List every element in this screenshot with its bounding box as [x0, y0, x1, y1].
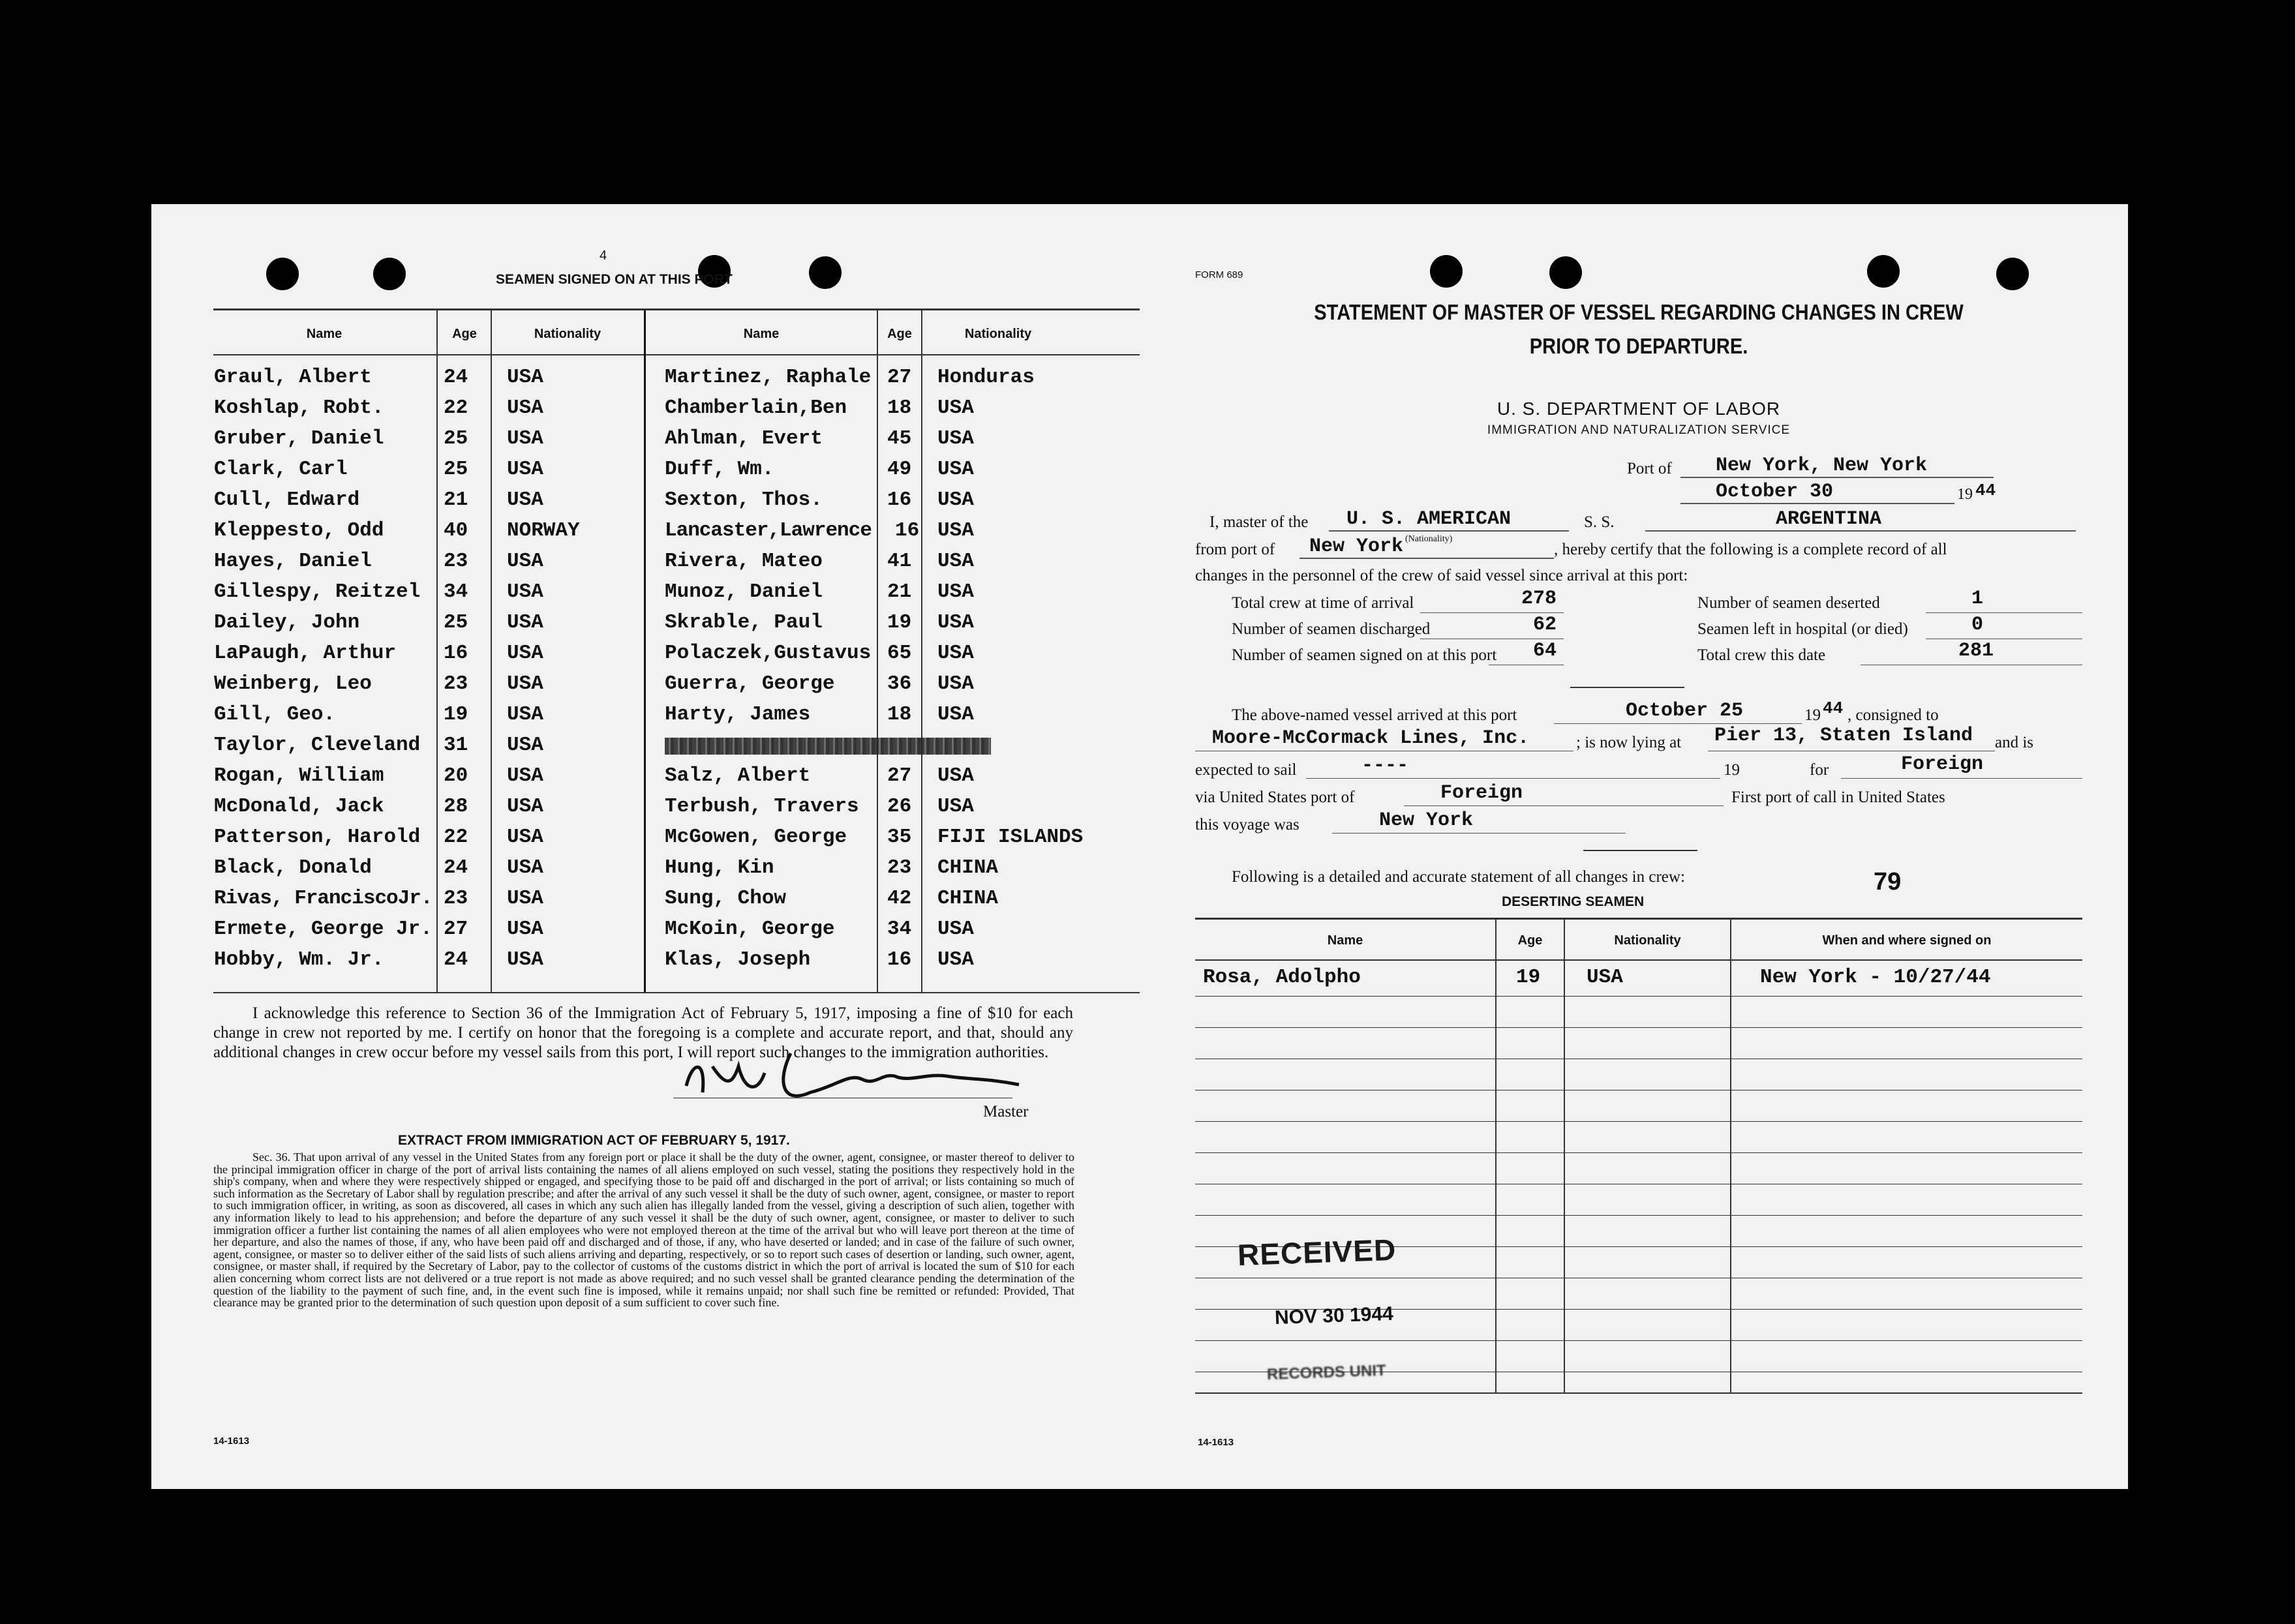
for-label: for: [1810, 761, 1829, 779]
nationality-cell: USA: [937, 795, 974, 818]
nationality-cell: USA: [507, 764, 543, 787]
nationality-cell: CHINA: [937, 887, 999, 910]
name-cell: Clark, Carl: [214, 458, 348, 481]
deserted-value: 1: [1971, 588, 1984, 610]
age-cell: 36: [887, 672, 912, 695]
age-cell: 26: [887, 795, 912, 818]
age-cell: 34: [887, 918, 912, 940]
file-number: 79: [1874, 868, 1902, 895]
nationality-cell: USA: [937, 489, 974, 511]
col-header-name: Name: [306, 327, 342, 341]
nationality-cell: USA: [507, 458, 543, 481]
nationality-cell: USA: [507, 611, 543, 634]
total-date-label: Total crew this date: [1697, 646, 1826, 664]
certify-text-1: , hereby certify that the following is a complete record of all: [1554, 541, 1947, 558]
master-of-label: I, master of the: [1209, 513, 1309, 531]
punch-hole: [373, 258, 406, 290]
col-header-age: Age: [887, 327, 912, 341]
age-cell: 49: [887, 458, 912, 481]
nationality-cell: USA: [507, 672, 543, 695]
nationality-cell: USA: [507, 918, 543, 940]
underline: [1554, 723, 1802, 724]
port-of-label: Port of: [1627, 460, 1672, 477]
nationality-cell: USA: [507, 795, 543, 818]
ss-label: S. S.: [1584, 513, 1615, 531]
name-cell: Gillespy, Reitzel: [214, 580, 421, 603]
name-cell: Cull, Edward: [214, 489, 360, 511]
document-sheet: [151, 204, 2128, 1489]
column-divider: [921, 310, 922, 993]
age-cell: 22: [444, 397, 468, 419]
nationality-cell: USA: [937, 611, 974, 634]
port-of-value: New York, New York: [1716, 455, 1928, 477]
column-divider: [1495, 920, 1497, 1392]
arrived-year-prefix: 19: [1804, 706, 1821, 724]
column-divider: [1564, 920, 1565, 1392]
age-cell: 24: [444, 856, 468, 879]
desert-col-header-age: Age: [1517, 933, 1543, 948]
age-cell: 16: [444, 642, 468, 665]
age-cell: 22: [444, 826, 468, 849]
age-cell: 24: [444, 366, 468, 389]
nationality-cell: USA: [937, 519, 974, 542]
nationality-cell: USA: [507, 856, 543, 879]
underline: [1680, 477, 1994, 478]
row-rule: [1195, 1152, 2082, 1153]
underline: [1404, 805, 1724, 806]
row-rule: [1195, 1215, 2082, 1216]
age-cell: 23: [444, 887, 468, 910]
col-header-nationality: Nationality: [534, 327, 601, 341]
age-cell: 23: [444, 550, 468, 573]
name-cell: Gruber, Daniel: [214, 427, 384, 450]
form-code: 14-1613: [213, 1436, 250, 1447]
name-cell: Weinberg, Leo: [214, 672, 372, 695]
age-cell: 27: [887, 366, 912, 389]
col-header-nationality: Nationality: [964, 327, 1032, 341]
underline: [1645, 530, 2076, 532]
column-divider: [644, 310, 646, 993]
form-title-line2: PRIOR TO DEPARTURE.: [1529, 334, 1748, 358]
signed-on-value: 64: [1533, 640, 1557, 662]
name-cell: Terbush, Travers: [665, 795, 859, 818]
desert-col-header-when-where: When and where signed on: [1822, 933, 1992, 948]
age-cell: 21: [887, 580, 912, 603]
divider: [1583, 850, 1697, 851]
deserting-heading: DESERTING SEAMEN: [1502, 894, 1645, 909]
name-cell: Hung, Kin: [665, 856, 774, 879]
name-cell: Salz, Albert: [665, 764, 811, 787]
nationality-note: (Nationality): [1405, 534, 1453, 544]
consignee-value: Moore-McCormack Lines, Inc.: [1212, 727, 1530, 749]
name-cell: Hayes, Daniel: [214, 550, 372, 573]
age-cell: 24: [444, 948, 468, 971]
age-cell: 21: [444, 489, 468, 511]
age-cell: 65: [887, 642, 912, 665]
name-cell: Dailey, John: [214, 611, 360, 634]
nationality-cell: USA: [507, 550, 543, 573]
form-label: FORM 689: [1195, 269, 1243, 280]
form-title-line1: STATEMENT OF MASTER OF VESSEL REGARDING CHANGES IN CREW: [1314, 300, 1964, 324]
first-port-label: First port of call in United States: [1731, 789, 1945, 806]
struck-out-entry: [665, 738, 991, 755]
nationality-cell: USA: [937, 703, 974, 726]
name-cell: Kleppesto, Odd: [214, 519, 384, 542]
age-cell: 40: [444, 519, 468, 542]
age-cell: 41: [887, 550, 912, 573]
underline: [1926, 612, 2082, 613]
punch-hole: [266, 258, 299, 290]
nationality-cell: USA: [937, 642, 974, 665]
certify-text-2: changes in the personnel of the crew of said vessel since arrival at this port:: [1195, 567, 1688, 584]
name-cell: Sung, Chow: [665, 887, 787, 910]
punch-hole: [1996, 258, 2029, 290]
deserter-age: 19: [1516, 966, 1541, 989]
name-cell: Rivas, FranciscoJr.: [214, 887, 433, 910]
col-header-name: Name: [743, 327, 780, 341]
name-cell: Ermete, George Jr.: [214, 918, 433, 940]
nationality-cell: USA: [507, 703, 543, 726]
name-cell: Guerra, George: [665, 672, 835, 695]
age-cell: 23: [887, 856, 912, 879]
following-label: Following is a detailed and accurate statement of all changes in crew:: [1232, 868, 1685, 886]
lying-label: ; is now lying at: [1576, 734, 1682, 751]
name-cell: Rivera, Mateo: [665, 550, 823, 573]
nationality-cell: Honduras: [937, 366, 1035, 389]
underline: [1306, 778, 1720, 779]
column-divider: [877, 310, 878, 993]
signed-on-heading: SEAMEN SIGNED ON AT THIS PORT: [496, 272, 733, 287]
name-cell: Harty, James: [665, 703, 811, 726]
name-cell: Rogan, William: [214, 764, 384, 787]
name-cell: McDonald, Jack: [214, 795, 384, 818]
name-cell: Hobby, Wm. Jr.: [214, 948, 384, 971]
underline: [1841, 778, 2082, 779]
name-cell: Koshlap, Robt.: [214, 397, 384, 419]
nationality-cell: USA: [507, 366, 543, 389]
vessel-name-value: ARGENTINA: [1776, 508, 1882, 530]
desert-col-header-nationality: Nationality: [1614, 933, 1681, 948]
expected-year-prefix: 19: [1724, 761, 1740, 779]
extract-body: Sec. 36. That upon arrival of any vessel in the United States from any foreign port or place it shall be the duty of the owner, agent, consignee, or master thereof to deliver to the principal immigration officer in charge of the port of arrival lists containing the names of all aliens employed on such vessel, stating the positions they respectively hold in the ship's company, when and where they were respectively shipped or engaged, and specifying those to be paid off and discharged in the port of arrival; or lists containing so much of such information as the Secretary of Labor shall by regulation prescribe; and after the arrival of any such vessel it shall be the duty of such owner, agent, consignee, or master to report to such immigration officer, in writing, as soon as discovered, all cases in which any such alien has illegally landed from the vessel, giving a description of such alien, together with any information likely to lead to his apprehension; and before the departure of any such vessel it shall be the duty of such owner, agent, consignee, or master to deliver to such immigration officer a further list containing the names of all alien employees who were not employed thereon at the time of the arrival but who will leave port thereon at the time of her departure, and also the names of those, if any, who have been paid off and discharged and of those, if any, who have deserted or landed; and in case of the failure of such owner, agent, consignee, or master so to deliver either of the said lists of such aliens arriving and departing, respectively, or so to report such cases of desertion or landing, such owner, agent, consignee, or master shall, if required by the Secretary of Labor, pay to the collector of customs of the customs district in which the port of arrival is located the sum of $10 for each alien concerning whom correct lists are not delivered or a true report is not made as above required; and no such vessel shall be granted clearance pending the determination of the question of the liability to the payment of such fine, and, in the event such fine is imposed, while it remains unpaid; nor shall such fine be remitted or refunded: Provided, That clearance may be granted prior to the determination of such question upon deposit of a sum sufficient to cover such fine.: [213, 1150, 1074, 1310]
name-cell: Polaczek,Gustavus: [665, 642, 872, 665]
name-cell: Taylor, Cleveland: [214, 734, 421, 757]
nationality-cell: USA: [937, 918, 974, 940]
age-cell: 16: [887, 489, 912, 511]
deserter-name: Rosa, Adolpho: [1203, 966, 1361, 989]
consigned-label: , consigned to: [1847, 706, 1939, 724]
age-cell: 18: [887, 397, 912, 419]
discharged-value: 62: [1533, 614, 1557, 636]
form-code: 14-1613: [1198, 1437, 1234, 1448]
hospital-value: 0: [1971, 614, 1984, 636]
deserted-label: Number of seamen deserted: [1697, 594, 1880, 612]
name-cell: Patterson, Harold: [214, 826, 421, 849]
desert-table-bottom-rule: [1195, 1392, 2082, 1394]
year-prefix: 19: [1957, 486, 1973, 503]
name-cell: Sexton, Thos.: [665, 489, 823, 511]
age-cell: 27: [887, 764, 912, 787]
name-cell: Chamberlain,Ben: [665, 397, 847, 419]
master-signature: [667, 1047, 1032, 1105]
nationality-cell: USA: [507, 948, 543, 971]
age-cell: 25: [444, 611, 468, 634]
arrived-value: October 25: [1626, 700, 1744, 722]
nationality-cell: USA: [507, 887, 543, 910]
name-cell: Black, Donald: [214, 856, 372, 879]
nationality-cell: USA: [507, 489, 543, 511]
department-name: U. S. DEPARTMENT OF LABOR: [1497, 398, 1781, 419]
records-unit-stamp: RECORDS UNIT: [1266, 1361, 1387, 1384]
for-value: Foreign: [1901, 753, 1984, 775]
arrived-label: The above-named vessel arrived at this port: [1232, 706, 1517, 724]
total-arrival-value: 278: [1521, 588, 1557, 610]
discharged-label: Number of seamen discharged: [1232, 620, 1431, 638]
age-cell: 16: [887, 948, 912, 971]
nationality-cell: USA: [937, 580, 974, 603]
name-cell: Graul, Albert: [214, 366, 372, 389]
row-rule: [1195, 1340, 2082, 1341]
punch-hole: [809, 256, 842, 289]
table-top-rule: [213, 308, 1140, 310]
name-cell: McGowen, George: [665, 826, 847, 849]
age-cell: 18: [887, 703, 912, 726]
name-cell: Duff, Wm.: [665, 458, 774, 481]
year-suffix: 44: [1975, 481, 1996, 500]
name-cell: Munoz, Daniel: [665, 580, 823, 603]
nationality-value: U. S. AMERICAN: [1346, 508, 1512, 530]
name-cell: Martinez, Raphale: [665, 366, 872, 389]
underline: [1332, 833, 1626, 834]
nationality-cell: USA: [937, 948, 974, 971]
form-title: [1195, 295, 2082, 363]
age-cell: 23: [444, 672, 468, 695]
via-label: via United States port of: [1195, 789, 1355, 806]
underline: [1680, 503, 1954, 504]
column-divider: [491, 310, 492, 993]
extract-title: EXTRACT FROM IMMIGRATION ACT OF FEBRUARY 5, 1917.: [398, 1133, 790, 1148]
nationality-cell: USA: [937, 550, 974, 573]
age-cell: 16: [895, 519, 920, 542]
age-cell: 27: [444, 918, 468, 940]
age-cell: 25: [444, 458, 468, 481]
nationality-cell: USA: [507, 734, 543, 757]
age-cell: 35: [887, 826, 912, 849]
signed-on-label: Number of seamen signed on at this port: [1232, 646, 1497, 664]
nationality-cell: USA: [937, 672, 974, 695]
arrived-year-suffix: 44: [1823, 699, 1844, 718]
nationality-cell: FIJI ISLANDS: [937, 826, 1084, 849]
and-is-label: and is: [1995, 734, 2034, 751]
punch-hole: [1867, 255, 1900, 288]
age-cell: 20: [444, 764, 468, 787]
name-cell: McKoin, George: [665, 918, 835, 940]
punch-hole: [1549, 256, 1582, 289]
nationality-cell: USA: [507, 580, 543, 603]
column-divider: [1730, 920, 1731, 1392]
punch-hole: [1430, 255, 1463, 288]
nationality-cell: USA: [937, 458, 974, 481]
deserter-nationality: USA: [1587, 966, 1623, 989]
desert-col-header-name: Name: [1327, 933, 1363, 948]
age-cell: 19: [444, 703, 468, 726]
underline: [1329, 530, 1569, 532]
expected-value: ----: [1361, 755, 1409, 777]
expected-label: expected to sail: [1195, 761, 1297, 779]
desert-table-top-rule: [1195, 918, 2082, 920]
voyage-value: New York: [1379, 809, 1474, 832]
age-cell: 31: [444, 734, 468, 757]
name-cell: Skrable, Paul: [665, 611, 823, 634]
row-rule: [1195, 1027, 2082, 1028]
age-cell: 42: [887, 887, 912, 910]
received-date-stamp: NOV 30 1944: [1274, 1302, 1394, 1329]
name-cell: LaPaugh, Arthur: [214, 642, 397, 665]
total-date-value: 281: [1958, 640, 1994, 662]
underline: [1420, 612, 1564, 613]
date-value: October 30: [1716, 481, 1834, 503]
nationality-cell: USA: [507, 826, 543, 849]
table-header-rule: [213, 354, 1140, 355]
voyage-label: this voyage was: [1195, 816, 1299, 834]
nationality-cell: USA: [507, 427, 543, 450]
nationality-cell: USA: [507, 397, 543, 419]
age-cell: 19: [887, 611, 912, 634]
table-bottom-rule: [213, 992, 1140, 993]
service-name: IMMIGRATION AND NATURALIZATION SERVICE: [1487, 423, 1791, 437]
master-label: Master: [983, 1103, 1029, 1120]
via-value: Foreign: [1440, 782, 1523, 804]
lying-value: Pier 13, Staten Island: [1714, 725, 1973, 747]
row-rule: [1195, 1121, 2082, 1122]
divider: [1570, 687, 1684, 688]
from-port-value: New York: [1309, 535, 1404, 558]
age-cell: 45: [887, 427, 912, 450]
col-header-age: Age: [452, 327, 477, 341]
from-port-label: from port of: [1195, 541, 1275, 558]
total-arrival-label: Total crew at time of arrival: [1232, 594, 1414, 612]
age-cell: 34: [444, 580, 468, 603]
name-cell: Ahlman, Evert: [665, 427, 823, 450]
column-divider: [436, 310, 438, 993]
received-stamp: RECEIVED: [1237, 1232, 1397, 1272]
name-cell: Gill, Geo.: [214, 703, 336, 726]
nationality-cell: NORWAY: [507, 519, 580, 542]
nationality-cell: USA: [937, 397, 974, 419]
acknowledgement-text: I acknowledge this reference to Section 36 of the Immigration Act of February 5, 1917, imposing a fine of $10 for each change in crew not reported by me. I certify on honor that the foregoing is a complete and accurate report, and that, should any additional changes in crew occur before my vessel sails from this port, I will report such changes to the immigration authorities.: [213, 1004, 1073, 1061]
desert-table-header-rule: [1195, 959, 2082, 961]
nationality-cell: USA: [507, 642, 543, 665]
name-cell: Lancaster,Lawrence: [665, 519, 872, 542]
age-cell: 28: [444, 795, 468, 818]
nationality-cell: USA: [937, 427, 974, 450]
age-cell: 25: [444, 427, 468, 450]
nationality-cell: CHINA: [937, 856, 999, 879]
name-cell: Klas, Joseph: [665, 948, 811, 971]
nationality-cell: USA: [937, 764, 974, 787]
underline: [1299, 558, 1554, 559]
page-number: 4: [600, 248, 607, 263]
row-rule: [1195, 996, 2082, 997]
deserter-when-where: New York - 10/27/44: [1760, 966, 1991, 989]
hospital-label: Seamen left in hospital (or died): [1697, 620, 1908, 638]
